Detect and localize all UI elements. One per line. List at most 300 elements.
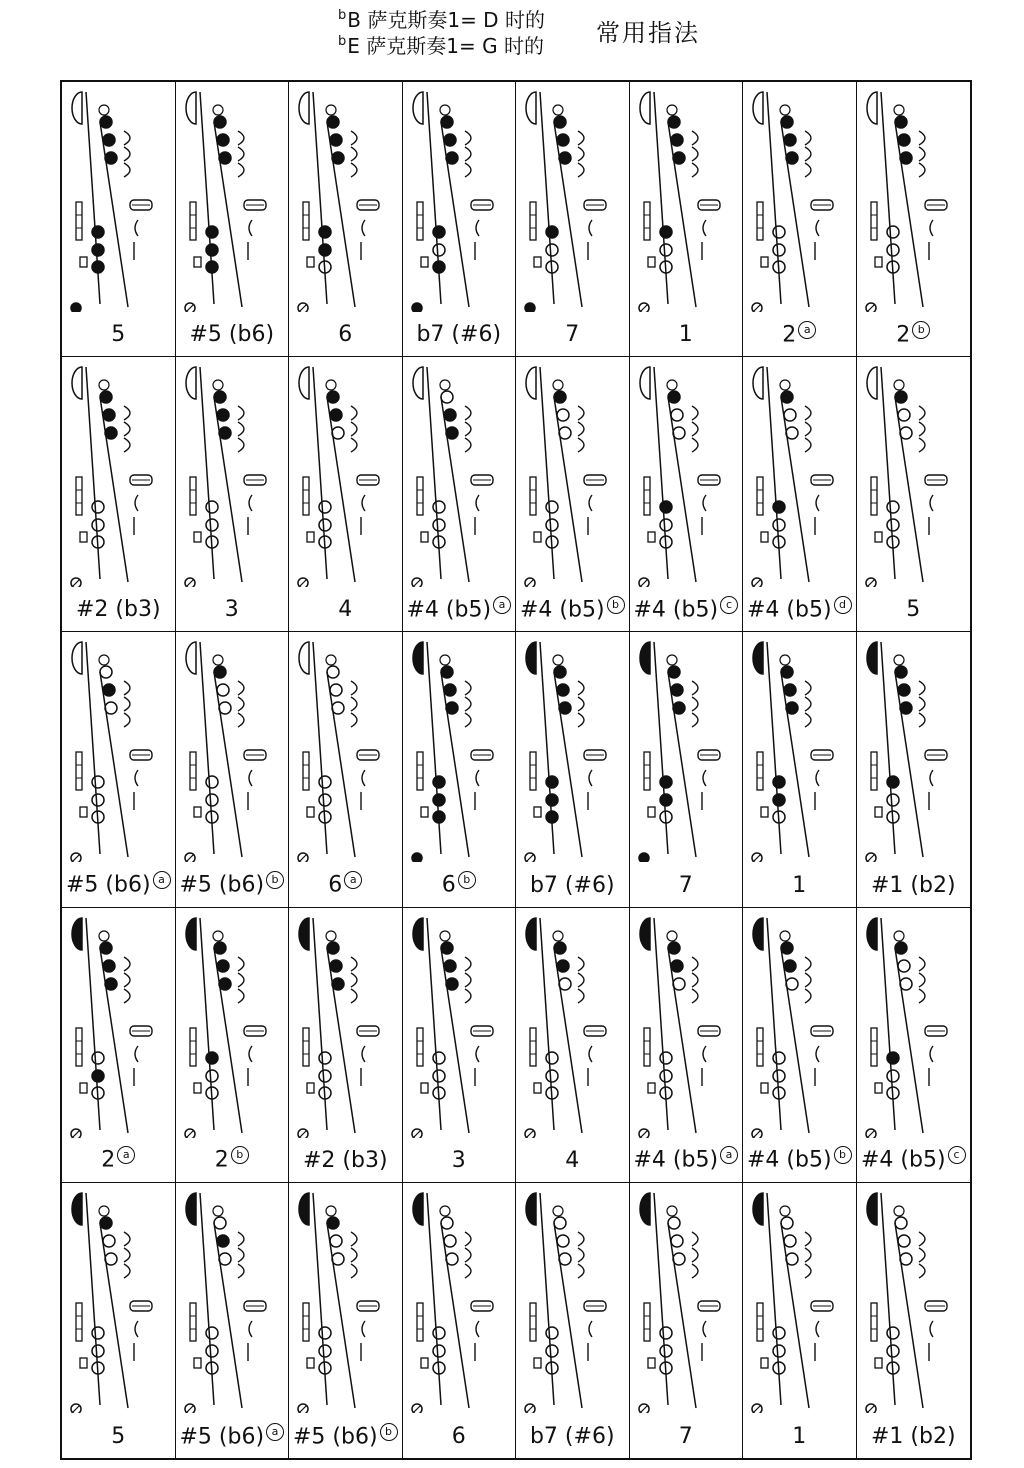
finger-key-icon (92, 1052, 104, 1064)
saxophone-key-diagram (176, 908, 288, 1138)
octave-key-icon (640, 92, 650, 124)
saxophone-key-diagram (289, 908, 401, 1138)
finger-key-icon (332, 1253, 344, 1265)
octave-key-icon (299, 367, 309, 399)
fingering-cell (62, 908, 176, 1183)
finger-key-icon (786, 978, 798, 990)
fingering-cell (289, 908, 403, 1183)
fingering-cell (516, 82, 630, 357)
octave-key-icon (526, 1193, 536, 1225)
note-label: 2 b (176, 1146, 289, 1173)
finger-key-icon (219, 152, 231, 164)
note-label: #4 (b5) c (630, 596, 743, 623)
octave-key-icon (72, 92, 82, 124)
saxophone-key-diagram (857, 357, 969, 587)
saxophone-key-diagram (62, 357, 174, 587)
finger-key-icon (446, 1253, 458, 1265)
finger-key-icon (100, 116, 112, 128)
note-label: #5 (b6) (189, 322, 275, 348)
fingering-cell (403, 1183, 517, 1458)
octave-key-icon (867, 918, 877, 950)
fingering-cell (630, 357, 744, 632)
finger-key-icon (660, 519, 672, 531)
saxophone-key-diagram (743, 1183, 855, 1413)
finger-key-icon (898, 960, 910, 972)
finger-key-icon (103, 684, 115, 696)
fingering-cell (516, 908, 630, 1183)
finger-key-icon (887, 226, 899, 238)
finger-key-icon (217, 960, 229, 972)
finger-key-icon (206, 1052, 218, 1064)
finger-key-icon (214, 1217, 226, 1229)
octave-key-icon (867, 367, 877, 399)
fingering-cell (743, 632, 857, 907)
fingering-cell (743, 82, 857, 357)
octave-key-icon (413, 642, 423, 674)
finger-key-icon (887, 1345, 899, 1357)
variant-badge: a (266, 1423, 284, 1441)
finger-key-icon (660, 501, 672, 513)
saxophone-key-diagram (516, 1183, 628, 1413)
finger-key-icon (557, 684, 569, 696)
saxophone-key-diagram (630, 1183, 742, 1413)
finger-key-icon (781, 116, 793, 128)
finger-key-icon (660, 226, 672, 238)
finger-key-icon (217, 134, 229, 146)
variant-badge: a (493, 596, 511, 614)
fingering-cell (857, 632, 971, 907)
finger-key-icon (557, 1235, 569, 1247)
finger-key-icon (668, 666, 680, 678)
note-label: #5 (b6) a (176, 1423, 289, 1450)
octave-key-icon (640, 642, 650, 674)
finger-key-icon (319, 1052, 331, 1064)
octave-key-icon (413, 918, 423, 950)
saxophone-key-diagram (403, 1183, 515, 1413)
finger-key-icon (206, 519, 218, 531)
finger-key-icon (557, 134, 569, 146)
octave-key-icon (186, 367, 196, 399)
finger-key-icon (668, 1217, 680, 1229)
finger-key-icon (546, 226, 558, 238)
note-label: 5 (906, 597, 921, 623)
finger-key-icon (786, 427, 798, 439)
finger-key-icon (673, 152, 685, 164)
finger-key-icon (900, 1253, 912, 1265)
variant-badge: a (117, 1146, 135, 1164)
note-label: 2 a (743, 321, 856, 348)
note-label: 4 (565, 1147, 580, 1173)
finger-key-icon (100, 1217, 112, 1229)
finger-key-icon (784, 134, 796, 146)
finger-key-icon (319, 794, 331, 806)
finger-key-icon (660, 776, 672, 788)
note-label: #1 (b2) (870, 1424, 956, 1449)
fingering-cell (62, 1183, 176, 1458)
finger-key-icon (105, 152, 117, 164)
finger-key-icon (332, 702, 344, 714)
low-key-icon (412, 303, 422, 312)
octave-key-icon (299, 642, 309, 674)
finger-key-icon (332, 427, 344, 439)
finger-key-icon (781, 1217, 793, 1229)
finger-key-icon (332, 152, 344, 164)
finger-key-icon (214, 391, 226, 403)
finger-key-icon (92, 519, 104, 531)
finger-key-icon (92, 794, 104, 806)
finger-key-icon (773, 1345, 785, 1357)
fingering-cell (176, 908, 290, 1183)
finger-key-icon (433, 776, 445, 788)
finger-key-icon (319, 519, 331, 531)
finger-key-icon (100, 391, 112, 403)
octave-key-icon (526, 918, 536, 950)
saxophone-key-diagram (630, 357, 742, 587)
octave-key-icon (299, 1193, 309, 1225)
note-label: 1 (678, 322, 693, 348)
title-line-2: $^b$E 萨克斯奏1= G 时的 (338, 34, 544, 58)
finger-key-icon (206, 261, 218, 273)
finger-key-icon (660, 244, 672, 256)
saxophone-key-diagram (289, 632, 401, 862)
octave-key-icon (753, 92, 763, 124)
note-label: 6 a (289, 871, 402, 898)
fingering-cell (289, 632, 403, 907)
finger-key-icon (433, 1327, 445, 1339)
fingering-grid (60, 80, 972, 1460)
finger-key-icon (895, 942, 907, 954)
saxophone-key-diagram (857, 82, 969, 312)
finger-key-icon (219, 978, 231, 990)
octave-key-icon (299, 92, 309, 124)
note-label: 7 (678, 872, 693, 898)
octave-key-icon (72, 642, 82, 674)
finger-key-icon (559, 152, 571, 164)
finger-key-icon (781, 942, 793, 954)
finger-key-icon (773, 244, 785, 256)
octave-key-icon (753, 918, 763, 950)
note-label: 1 (792, 1424, 807, 1449)
finger-key-icon (92, 261, 104, 273)
saxophone-key-diagram (516, 357, 628, 587)
saxophone-key-diagram (289, 357, 401, 587)
finger-key-icon (100, 942, 112, 954)
finger-key-icon (773, 1070, 785, 1082)
finger-key-icon (206, 794, 218, 806)
note-label: #4 (b5) c (857, 1146, 971, 1173)
variant-badge: d (834, 596, 852, 614)
octave-key-icon (186, 92, 196, 124)
finger-key-icon (546, 776, 558, 788)
octave-key-icon (526, 92, 536, 124)
fingering-cell (62, 357, 176, 632)
octave-key-icon (413, 367, 423, 399)
fingering-cell (176, 357, 290, 632)
finger-key-icon (773, 226, 785, 238)
finger-key-icon (887, 1327, 899, 1339)
note-label: 3 (451, 1147, 466, 1173)
finger-key-icon (773, 1052, 785, 1064)
variant-badge: a (720, 1146, 738, 1164)
fingering-cell (857, 82, 971, 357)
saxophone-key-diagram (516, 82, 628, 312)
note-label: #4 (b5) a (630, 1146, 743, 1173)
finger-key-icon (773, 501, 785, 513)
chart-title (0, 0, 1024, 80)
finger-key-icon (433, 794, 445, 806)
saxophone-key-diagram (630, 82, 742, 312)
finger-key-icon (554, 942, 566, 954)
octave-key-icon (186, 642, 196, 674)
fingering-cell (857, 1183, 971, 1458)
finger-key-icon (441, 391, 453, 403)
note-label: #4 (b5) b (743, 1146, 856, 1173)
finger-key-icon (433, 501, 445, 513)
note-label: 6 b (403, 871, 516, 898)
octave-key-icon (186, 918, 196, 950)
finger-key-icon (219, 702, 231, 714)
finger-key-icon (887, 794, 899, 806)
finger-key-icon (319, 226, 331, 238)
finger-key-icon (673, 978, 685, 990)
finger-key-icon (433, 226, 445, 238)
finger-key-icon (671, 134, 683, 146)
finger-key-icon (206, 1327, 218, 1339)
octave-key-icon (526, 367, 536, 399)
finger-key-icon (660, 794, 672, 806)
finger-key-icon (660, 1345, 672, 1357)
low-key-icon (71, 303, 81, 312)
octave-key-icon (413, 1193, 423, 1225)
note-label: #4 (b5) b (516, 596, 629, 623)
saxophone-key-diagram (630, 632, 742, 862)
finger-key-icon (900, 152, 912, 164)
octave-key-icon (526, 642, 536, 674)
finger-key-icon (900, 702, 912, 714)
finger-key-icon (441, 116, 453, 128)
finger-key-icon (92, 1327, 104, 1339)
variant-badge: b (912, 321, 930, 339)
saxophone-key-diagram (516, 632, 628, 862)
note-label: #4 (b5) d (743, 596, 856, 623)
saxophone-key-diagram (743, 357, 855, 587)
finger-key-icon (206, 1345, 218, 1357)
note-label: #5 (b6) b (289, 1423, 402, 1450)
fingering-cell (289, 357, 403, 632)
low-key-icon (639, 853, 649, 862)
finger-key-icon (433, 244, 445, 256)
finger-key-icon (433, 1052, 445, 1064)
finger-key-icon (554, 391, 566, 403)
finger-key-icon (559, 1253, 571, 1265)
finger-key-icon (327, 116, 339, 128)
octave-key-icon (413, 92, 423, 124)
fingering-cell (289, 82, 403, 357)
octave-key-icon (72, 1193, 82, 1225)
finger-key-icon (781, 391, 793, 403)
note-label: #4 (b5) a (403, 596, 516, 623)
finger-key-icon (546, 501, 558, 513)
fingering-cell (630, 908, 744, 1183)
variant-badge: c (720, 596, 738, 614)
saxophone-key-diagram (289, 1183, 401, 1413)
saxophone-key-diagram (857, 908, 969, 1138)
octave-key-icon (640, 1193, 650, 1225)
note-label: 7 (565, 322, 580, 348)
saxophone-key-diagram (176, 82, 288, 312)
finger-key-icon (887, 1070, 899, 1082)
fingering-cell (62, 82, 176, 357)
finger-key-icon (671, 960, 683, 972)
finger-key-icon (319, 244, 331, 256)
finger-key-icon (433, 1345, 445, 1357)
finger-key-icon (103, 134, 115, 146)
fingering-cell (176, 632, 290, 907)
low-key-icon (525, 303, 535, 312)
saxophone-key-diagram (289, 82, 401, 312)
finger-key-icon (105, 1253, 117, 1265)
finger-key-icon (105, 427, 117, 439)
finger-key-icon (887, 519, 899, 531)
finger-key-icon (92, 226, 104, 238)
finger-key-icon (559, 427, 571, 439)
fingering-cell (516, 357, 630, 632)
octave-key-icon (753, 642, 763, 674)
finger-key-icon (214, 116, 226, 128)
finger-key-icon (559, 978, 571, 990)
finger-key-icon (319, 1345, 331, 1357)
title-common-fingering: 常用指法 (596, 19, 700, 47)
finger-key-icon (217, 684, 229, 696)
note-label: b7 (#6) (529, 1424, 615, 1449)
octave-key-icon (753, 367, 763, 399)
finger-key-icon (673, 702, 685, 714)
finger-key-icon (206, 501, 218, 513)
finger-key-icon (206, 226, 218, 238)
finger-key-icon (105, 702, 117, 714)
finger-key-icon (660, 1052, 672, 1064)
note-label: #2 (b3) (302, 1147, 388, 1173)
finger-key-icon (444, 409, 456, 421)
saxophone-key-diagram (857, 632, 969, 862)
saxophone-key-diagram (62, 1183, 174, 1413)
finger-key-icon (559, 702, 571, 714)
saxophone-key-diagram (743, 632, 855, 862)
flat-accidental: b (338, 34, 347, 50)
finger-key-icon (330, 960, 342, 972)
finger-key-icon (660, 1070, 672, 1082)
finger-key-icon (319, 776, 331, 788)
finger-key-icon (895, 391, 907, 403)
note-label: #2 (b3) (75, 597, 161, 623)
finger-key-icon (554, 1217, 566, 1229)
finger-key-icon (433, 811, 445, 823)
finger-key-icon (546, 1070, 558, 1082)
note-label: 1 (792, 872, 807, 898)
finger-key-icon (784, 1235, 796, 1247)
finger-key-icon (784, 960, 796, 972)
fingering-cell (403, 82, 517, 357)
variant-badge: b (607, 596, 625, 614)
saxophone-key-diagram (62, 908, 174, 1138)
fingering-cell (516, 1183, 630, 1458)
finger-key-icon (781, 666, 793, 678)
note-label: 2 b (857, 321, 971, 348)
octave-key-icon (640, 367, 650, 399)
finger-key-icon (330, 684, 342, 696)
finger-key-icon (887, 776, 899, 788)
finger-key-icon (446, 427, 458, 439)
finger-key-icon (668, 942, 680, 954)
saxophone-key-diagram (403, 908, 515, 1138)
finger-key-icon (773, 776, 785, 788)
finger-key-icon (444, 960, 456, 972)
variant-badge: a (153, 871, 171, 889)
note-label: 4 (338, 597, 353, 623)
finger-key-icon (786, 702, 798, 714)
note-label: #5 (b6) a (62, 871, 175, 898)
fingering-cell (857, 908, 971, 1183)
fingering-cell (630, 82, 744, 357)
note-label: #5 (b6) b (176, 871, 289, 898)
fingering-cell (403, 632, 517, 907)
fingering-cell (516, 632, 630, 907)
fingering-cell (857, 357, 971, 632)
finger-key-icon (887, 244, 899, 256)
finger-key-icon (673, 427, 685, 439)
finger-key-icon (330, 134, 342, 146)
finger-key-icon (895, 116, 907, 128)
finger-key-icon (319, 1327, 331, 1339)
finger-key-icon (433, 261, 445, 273)
finger-key-icon (546, 1327, 558, 1339)
fingering-cell (62, 632, 176, 907)
note-label: b7 (#6) (529, 872, 615, 898)
finger-key-icon (898, 684, 910, 696)
finger-key-icon (327, 666, 339, 678)
finger-key-icon (446, 702, 458, 714)
finger-key-icon (444, 684, 456, 696)
finger-key-icon (441, 942, 453, 954)
finger-key-icon (446, 978, 458, 990)
finger-key-icon (887, 1052, 899, 1064)
finger-key-icon (898, 134, 910, 146)
octave-key-icon (299, 918, 309, 950)
octave-key-icon (640, 918, 650, 950)
finger-key-icon (444, 1235, 456, 1247)
note-label: 2 a (62, 1146, 175, 1173)
finger-key-icon (219, 427, 231, 439)
finger-key-icon (671, 409, 683, 421)
finger-key-icon (433, 1070, 445, 1082)
note-label: b7 (#6) (416, 322, 502, 348)
finger-key-icon (786, 152, 798, 164)
octave-key-icon (867, 92, 877, 124)
octave-key-icon (867, 1193, 877, 1225)
fingering-cell (743, 357, 857, 632)
saxophone-key-diagram (403, 357, 515, 587)
finger-key-icon (546, 1345, 558, 1357)
saxophone-key-diagram (743, 908, 855, 1138)
finger-key-icon (441, 666, 453, 678)
finger-key-icon (330, 1235, 342, 1247)
variant-badge: b (458, 871, 476, 889)
saxophone-key-diagram (176, 357, 288, 587)
octave-key-icon (72, 918, 82, 950)
variant-badge: a (798, 321, 816, 339)
variant-badge: b (380, 1423, 398, 1441)
finger-key-icon (330, 409, 342, 421)
